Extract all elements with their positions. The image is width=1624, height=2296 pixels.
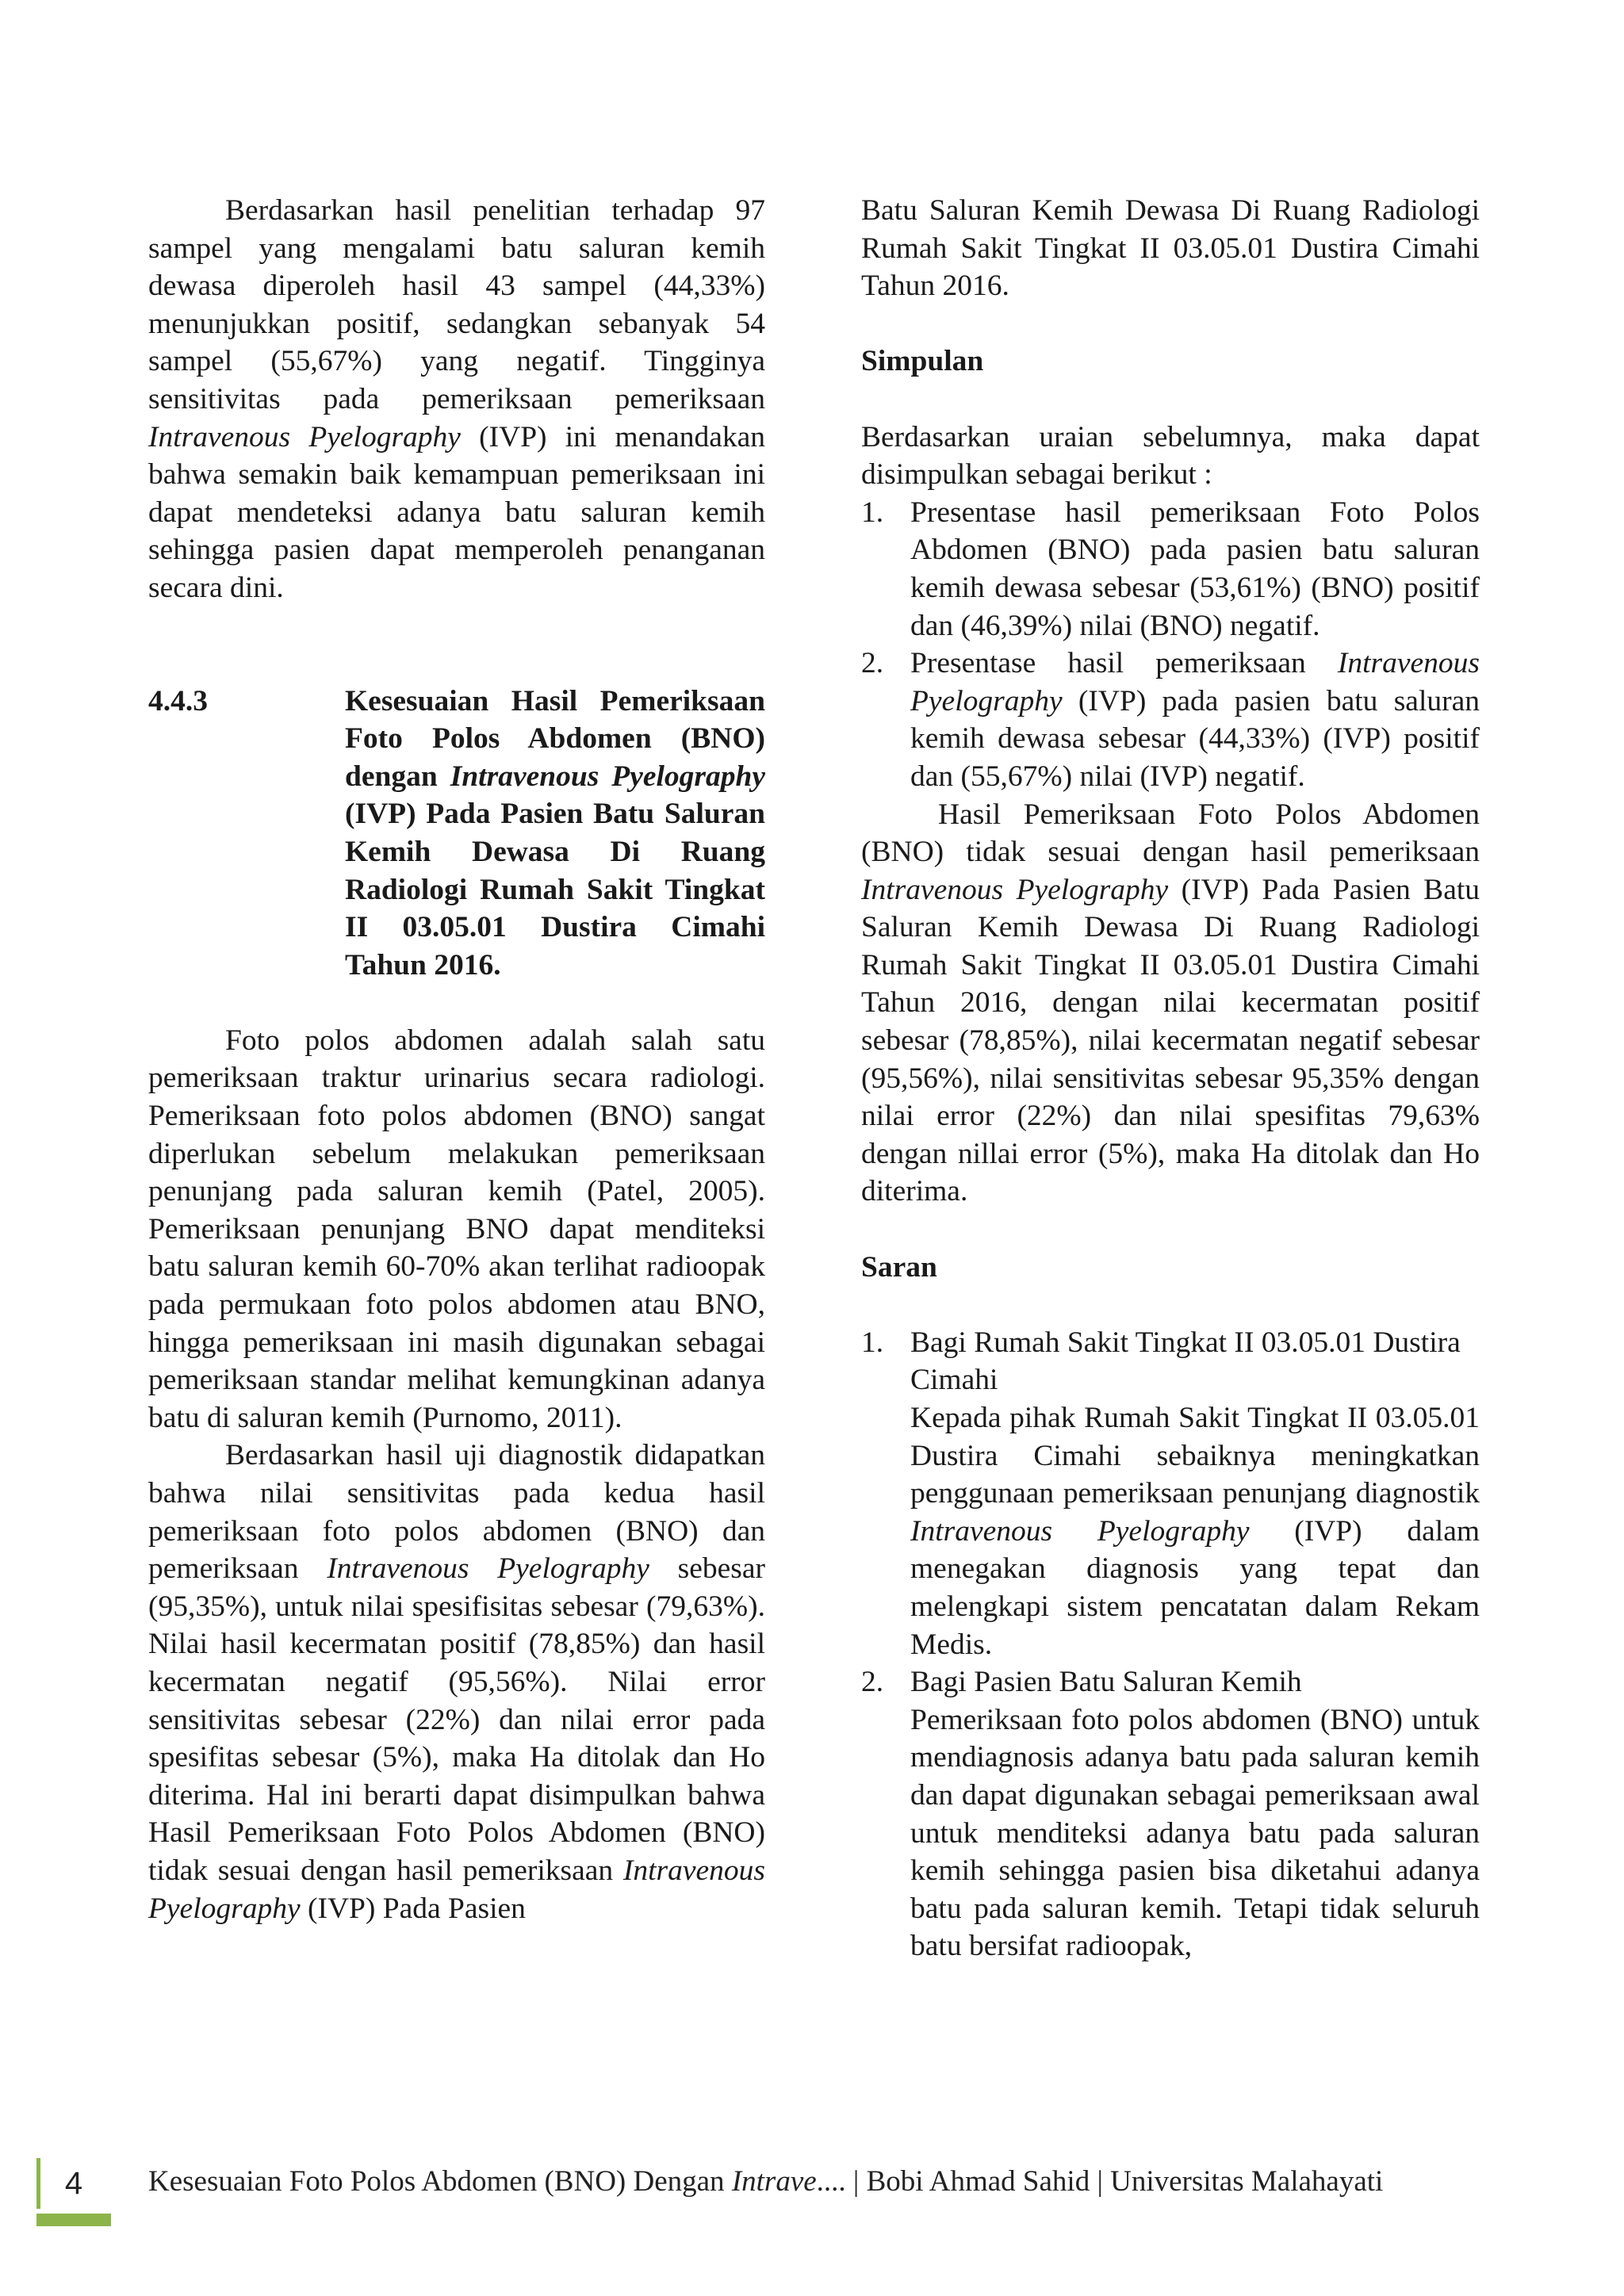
paragraph-results: Berdasarkan hasil penelitian terhadap 97 sampel yang mengalami batu saluran kemih dewasa diperoleh hasil 43 sampel (44,33%) menunjukkan positif, sedangkan sebanyak 54 sampel (55,67%) yang negatif. Tingginya sensitivitas pada pemeriksaan pemeriksaan Intravenous Pyelography (IVP) ini menandakan bahwa semakin baik kemampuan pemeriksaan ini dapat mendeteksi adanya batu saluran kemih sehingga pasien dapat memperoleh penanganan secara dini. [148, 194, 766, 604]
running-footer: Kesesuaian Foto Polos Abdomen (BNO) Dengan Intrave.... | Bobi Ahmad Sahid | Universitas Malahayati [148, 2165, 1384, 2198]
list-item: 2. Bagi Pasien Batu Saluran Kemih Pemeriksaan foto polos abdomen (BNO) untuk mendiagnosis adanya batu pada saluran kemih dan dapat digunakan sebagai pemeriksaan awal untuk menditeksi adanya batu pada saluran kemih sehingga pasien bisa diketahui adanya batu pada saluran kemih. Tetapi tidak seluruh batu bersifat radioopak, [861, 1666, 1480, 1963]
footer-accent-underline [36, 2214, 111, 2226]
left-column [148, 192, 765, 1927]
section-heading [148, 683, 765, 985]
simpulan-list [861, 494, 1480, 796]
saran-list [861, 1324, 1480, 1965]
page-footer [0, 2158, 1624, 2229]
paragraph-foto-polos: Foto polos abdomen adalah salah satu pemeriksaan traktur urinarius secara radiologi. Pemeriksaan foto polos abdomen (BNO) sangat diperlukan sebelum melakukan pemeriksaan penunjang pada saluran kemih (Patel, 2005). Pemeriksaan penunjang BNO dapat menditeksi batu saluran kemih 60-70% akan terlihat radioopak pada permukaan foto polos abdomen atau BNO, hingga pemeriksaan ini masih digunakan sebagai pemeriksaan standar melihat kemungkinan adanya batu di saluran kemih (Purnomo, 2011). [148, 1024, 765, 1434]
simpulan-heading: Simpulan [861, 345, 984, 378]
page-number: 4 [64, 2166, 83, 2201]
paragraph-continuation: Batu Saluran Kemih Dewasa Di Ruang Radiologi Rumah Sakit Tingkat II 03.05.01 Dustira Cimahi Tahun 2016. [861, 194, 1480, 303]
section-number: 4.4.3 [148, 684, 208, 718]
list-item: 2. Presentase hasil pemeriksaan Intravenous Pyelography (IVP) pada pasien batu saluran kemih dewasa sebesar (44,33%) (IVP) positif dan (55,67%) nilai (IVP) negatif. [861, 647, 1480, 793]
simpulan-intro: Berdasarkan uraian sebelumnya, maka dapat disimpulkan sebagai berikut : [861, 420, 1480, 492]
section-title: Kesesuaian Hasil Pemeriksaan Foto Polos Abdomen (BNO) dengan Intravenous Pyelography (IVP) Pada Pasien Batu Saluran Kemih Dewasa Di Ruang Radiologi Rumah Sakit Tingkat II 03.05.01 Dustira Cimahi Tahun 2016. [345, 684, 766, 982]
paragraph-uji-diagnostik: Berdasarkan hasil uji diagnostik didapatkan bahwa nilai sensitivitas pada kedua hasil pemeriksaan foto polos abdomen (BNO) dan pemeriksaan Intravenous Pyelography sebesar (95,35%), untuk nilai spesifisitas sebesar (79,63%). Nilai hasil kecermatan positif (78,85%) dan hasil kecermatan negatif (95,56%). Nilai error sensitivitas sebesar (22%) dan nilai error pada spesifitas sebesar (5%), maka Ha ditolak dan Ho diterima. Hal ini berarti dapat disimpulkan bahwa Hasil Pemeriksaan Foto Polos Abdomen (BNO) tidak sesuai dengan hasil pemeriksaan Intravenous Pyelography (IVP) Pada Pasien [148, 1439, 766, 1925]
saran-heading: Saran [861, 1250, 937, 1284]
paragraph-conclusion: Hasil Pemeriksaan Foto Polos Abdomen (BNO) tidak sesuai dengan hasil pemeriksaan Intravenous Pyelography (IVP) Pada Pasien Batu Saluran Kemih Dewasa Di Ruang Radiologi Rumah Sakit Tingkat II 03.05.01 Dustira Cimahi Tahun 2016, dengan nilai kecermatan positif sebesar (78,85%), nilai kecermatan negatif sebesar (95,56%), nilai sensitivitas sebesar 95,35% dengan nilai error (22%) dan nilai spesifitas 79,63% dengan nillai error (5%), maka Ha ditolak dan Ho diterima. [861, 798, 1480, 1208]
list-item: 1. Bagi Rumah Sakit Tingkat II 03.05.01 Dustira Cimahi Kepada pihak Rumah Sakit Tingkat II 03.05.01 Dustira Cimahi sebaiknya meningkatkan penggunaan pemeriksaan penunjang diagnostik Intravenous Pyelography (IVP) dalam menegakan diagnosis yang tepat dan melengkapi sistem pencatatan dalam Rekam Medis. [861, 1326, 1480, 1661]
right-column [861, 192, 1480, 1965]
list-item: 1. Presentase hasil pemeriksaan Foto Polos Abdomen (BNO) pada pasien batu saluran kemih dewasa sebesar (53,61%) (BNO) positif dan (46,39%) nilai (BNO) negatif. [861, 496, 1480, 642]
